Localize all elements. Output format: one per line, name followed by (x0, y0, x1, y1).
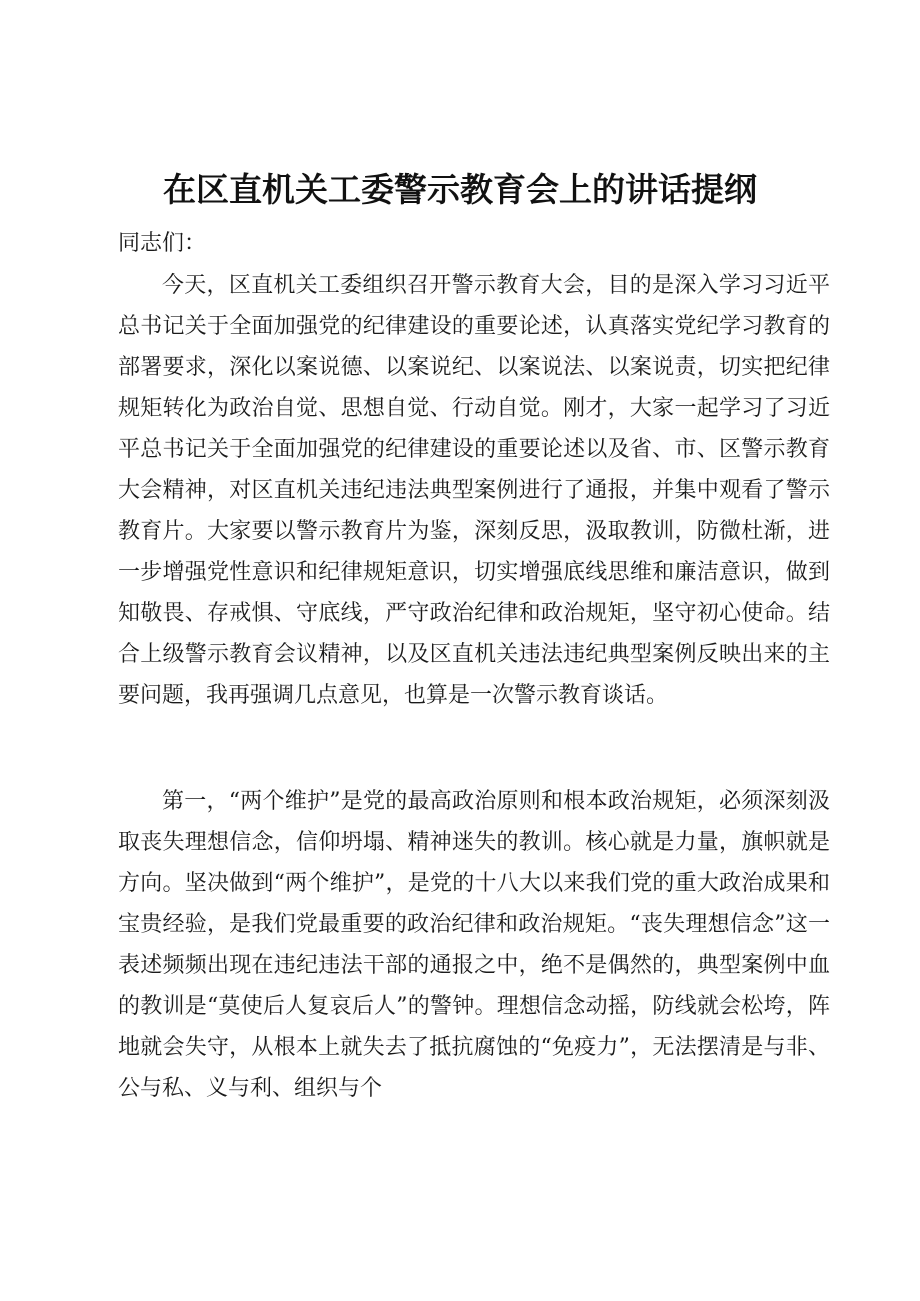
salutation: 同志们： (118, 231, 207, 256)
document-title: 在区直机关工委警示教育会上的讲话提纲 (163, 170, 757, 209)
body-paragraph-point-one: 第一，“两个维护”是党的最高政治原则和根本政治规矩，必须深刻汲取丧失理想信念，信仰坍塌、精神迷失的教训。核心就是力量，旗帜就是方向。坚决做到“两个维护”，是党的十八大以来我们党的重大政治成果和宝贵经验，是我们党最重要的政治纪律和政治规矩。“丧失理想信念”这一表述频频出现在违纪违法干部的通报之中，绝不是偶然的，典型案例中血的教训是“莫使后人复哀后人”的警钟。理想信念动摇，防线就会松垮，阵地就会失守，从根本上就失去了抵抗腐蚀的“免疫力”，无法摆清是与非、公与私、义与利、组织与个 (118, 789, 830, 1101)
body-paragraph-intro: 今天，区直机关工委组织召开警示教育大会，目的是深入学习习近平总书记关于全面加强党的纪律建设的重要论述，认真落实党纪学习教育的部署要求，深化以案说德、以案说纪、以案说法、以案说责，切实把纪律规矩转化为政治自觉、思想自觉、行动自觉。刚才，大家一起学习了习近平总书记关于全面加强党的纪律建设的重要论述以及省、市、区警示教育大会精神，对区直机关违纪违法典型案例进行了通报，并集中观看了警示教育片。大家要以警示教育片为鉴，深刻反思，汲取教训，防微杜渐，进一步增强党性意识和纪律规矩意识，切实增强底线思维和廉洁意识，做到知敬畏、存戒惧、守底线，严守政治纪律和政治规矩，坚守初心使命。结合上级警示教育会议精神，以及区直机关违法违纪典型案例反映出来的主要问题，我再强调几点意见，也算是一次警示教育谈话。 (118, 273, 830, 708)
